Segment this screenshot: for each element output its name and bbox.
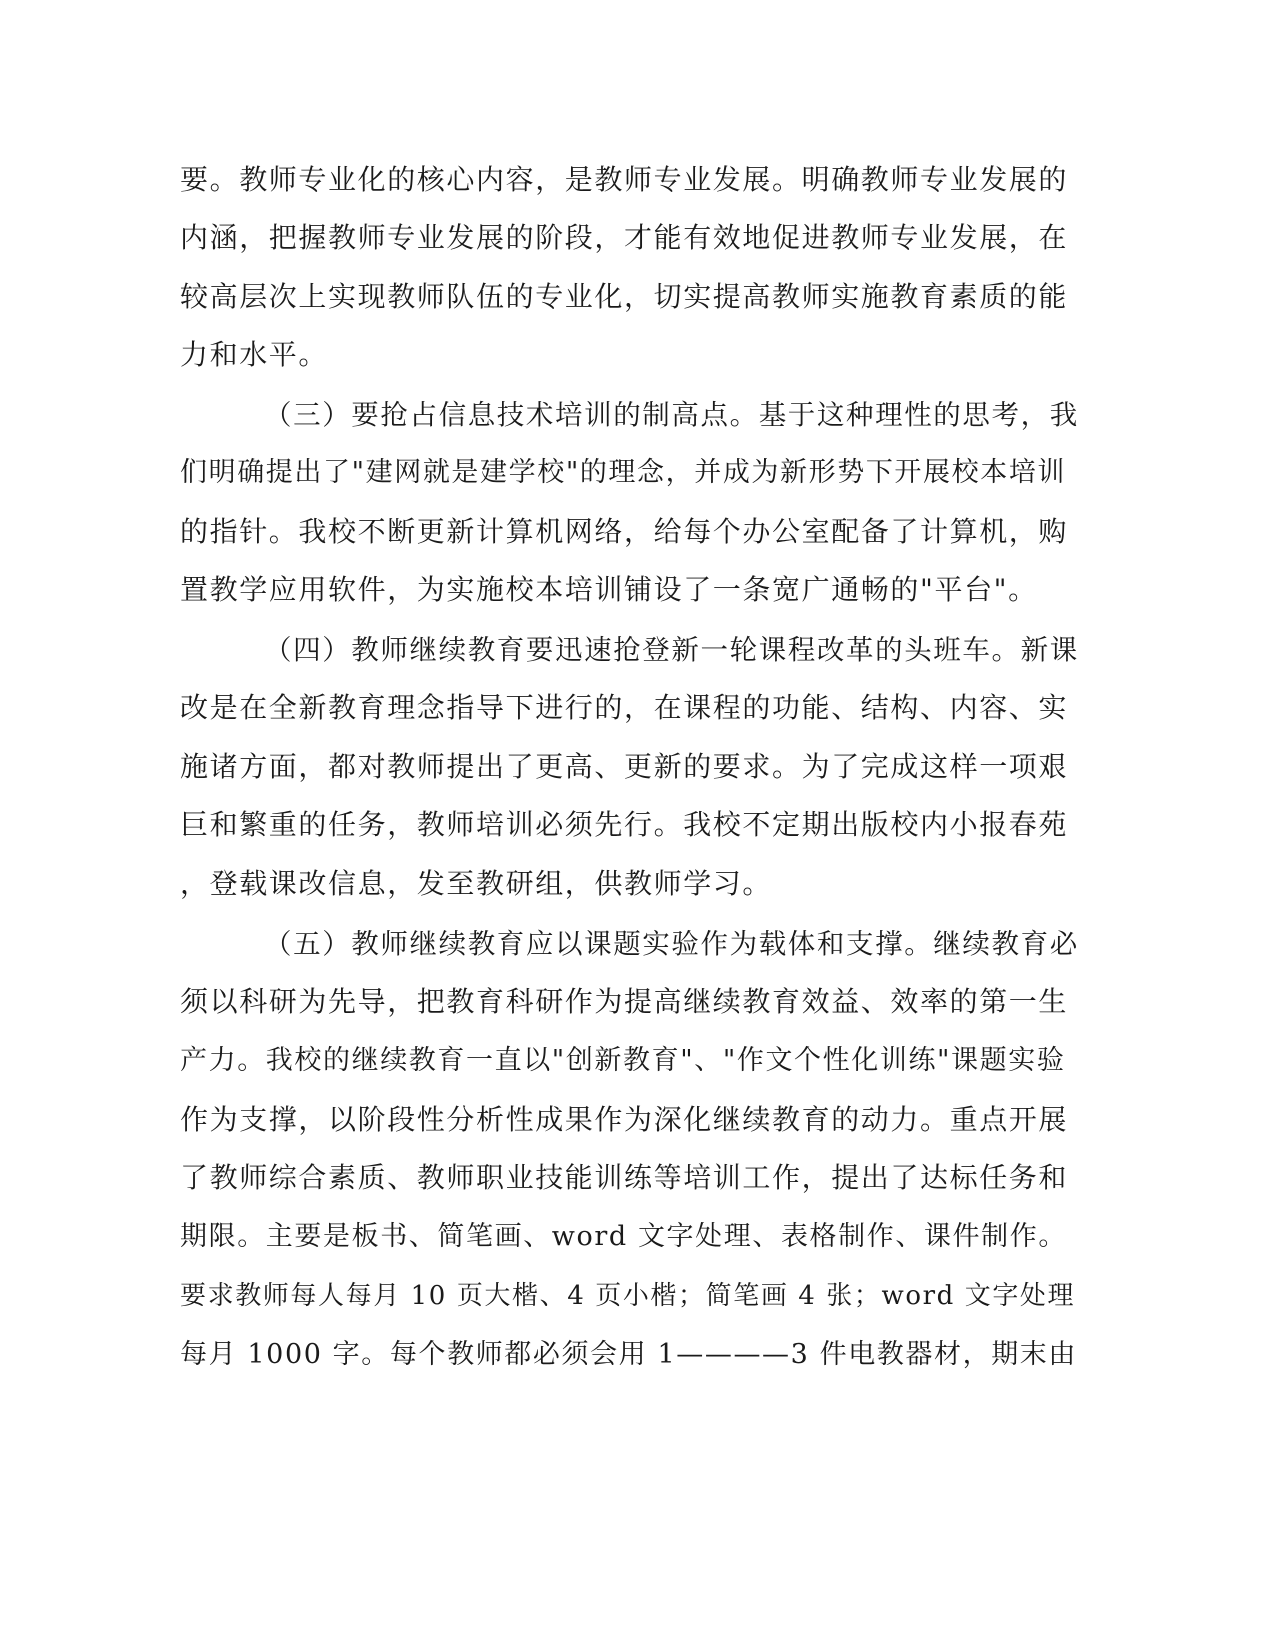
text-line: 施诸方面，都对教师提出了更高、更新的要求。为了完成这样一项艰 (180, 750, 1069, 783)
text-line: 期限。主要是板书、简笔画、word 文字处理、表格制作、课件制作。 (180, 1221, 1067, 1252)
text-line: 须以科研为先导，把教育科研作为提高继续教育效益、效率的第一生 (180, 985, 1069, 1018)
paragraph-heading-4: （四）教师继续教育要迅速抢登新一轮课程改革的头班车。新课 (264, 634, 1079, 666)
text-line: 要求教师每人每月 10 页大楷、4 页小楷；简笔画 4 张；word 文字处理 (180, 1281, 1076, 1311)
text-line: ，登载课改信息，发至教研组，供教师学习。 (180, 867, 773, 900)
text-line: 每月 1000 字。每个教师都必须会用 1————3 件电教器材，期末由 (180, 1339, 1077, 1370)
text-line: 了教师综合素质、教师职业技能训练等培训工作，提出了达标任务和 (180, 1161, 1069, 1194)
text-line: 置教学应用软件，为实施校本培训铺设了一条宽广通畅的"平台"。 (180, 573, 1038, 606)
paragraph-heading-3: （三）要抢占信息技术培训的制高点。基于这种理性的思考，我 (264, 399, 1079, 431)
text-line: 要。教师专业化的核心内容，是教师专业发展。明确教师专业发展的 (180, 163, 1069, 196)
text-line: 作为支撑，以阶段性分析性成果作为深化继续教育的动力。重点开展 (180, 1103, 1069, 1136)
text-line: 巨和繁重的任务，教师培训必须先行。我校不定期出版校内小报春苑 (180, 808, 1069, 841)
text-line: 改是在全新教育理念指导下进行的，在课程的功能、结构、内容、实 (180, 691, 1069, 724)
text-line: 们明确提出了"建网就是建学校"的理念，并成为新形势下开展校本培训 (180, 457, 1067, 488)
text-line: 内涵，把握教师专业发展的阶段，才能有效地促进教师专业发展，在 (180, 221, 1069, 254)
text-line: 力和水平。 (180, 338, 329, 371)
text-line: 产力。我校的继续教育一直以"创新教育"、"作文个性化训练"课题实验 (180, 1045, 1066, 1076)
paragraph-heading-5: （五）教师继续教育应以课题实验作为载体和支撑。继续教育必 (264, 928, 1079, 960)
text-line: 较高层次上实现教师队伍的专业化，切实提高教师实施教育素质的能 (180, 280, 1069, 313)
text-line: 的指针。我校不断更新计算机网络，给每个办公室配备了计算机，购 (180, 515, 1069, 548)
